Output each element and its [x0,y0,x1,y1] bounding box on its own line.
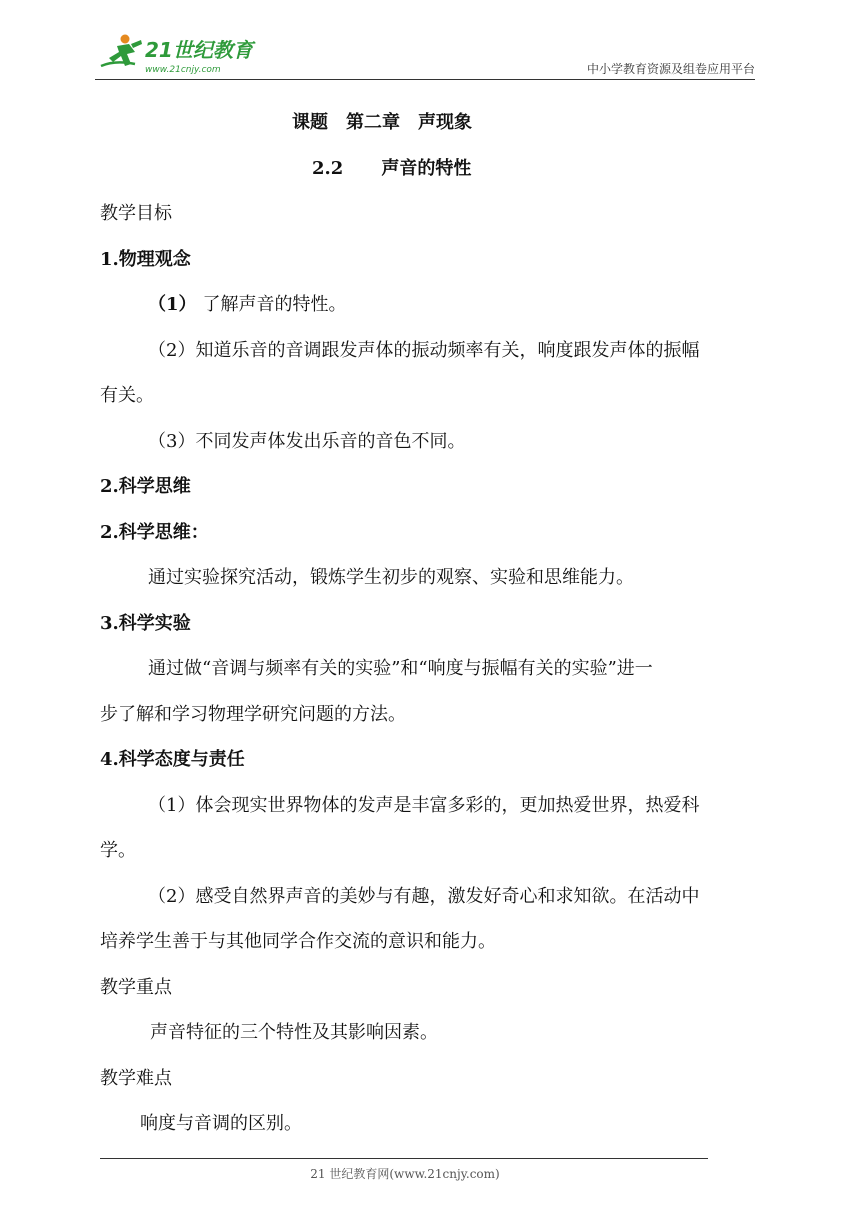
page-header [95,30,755,80]
physics-item-3: （3）不同发声体发出乐音的音色不同。 [148,430,466,452]
experiment-heading: 3.科学实验 [100,612,191,634]
physics-item-2-line-2: 有关。 [100,385,154,406]
key-heading: 教学重点 [100,976,172,998]
attitude-item-1-line-2: 学。 [100,840,136,861]
difficult-heading: 教学难点 [100,1067,172,1089]
footer-divider [100,1158,708,1159]
attitude-heading: 4.科学态度与责任 [100,749,245,770]
footer-text: 21 世纪教育网(www.21cnjy.com) [310,1167,500,1181]
site-logo [95,30,265,78]
attitude-item-1-line-1: （1）体会现实世界物体的发声是丰富多彩的，更加热爱世界，热爱科 [148,794,700,816]
attitude-item-2-line-2: 培养学生善于与其他同学合作交流的意识和能力。 [100,931,496,952]
lesson-title [100,100,770,146]
physics-item-2-line-1: （2）知道乐音的音调跟发声体的振动频率有关，响度跟发声体的振幅 [148,339,700,361]
difficult-text: 响度与音调的区别。 [140,1113,302,1134]
title-chapter: 第二章 [346,112,400,133]
section-number: 2.2 [312,157,344,179]
title-chapter-name: 声现象 [418,112,472,133]
physics-heading: 1.物理观念 [100,248,191,270]
experiment-line-2: 步了解和学习物理学研究问题的方法。 [100,703,406,725]
experiment-line-1: 通过做“音调与频率有关的实验”和“响度与振幅有关的实验”进一 [148,658,653,679]
goals-heading: 教学目标 [100,203,172,224]
runner-icon [101,35,142,67]
thinking-text: 通过实验探究活动，锻炼学生初步的观察、实验和思维能力。 [148,567,634,588]
physics-item-1 [100,282,770,328]
thinking-heading-2: 2.科学思维： [100,521,209,543]
section-title [100,146,770,192]
logo-text: 21世纪教育 [145,38,253,62]
document-body [100,100,770,1147]
title-prefix: 课题 [292,112,328,133]
item-1-text: 了解声音的特性。 [202,294,347,315]
logo-url: www.21cnjy.com [145,65,221,75]
attitude-item-2-line-1: （2）感受自然界声音的美妙与有趣，激发好奇心和求知欲。在活动中 [148,885,700,907]
section-name: 声音的特性 [381,157,472,179]
header-divider [95,79,755,80]
thinking-heading: 2.科学思维 [100,476,191,497]
platform-name: 中小学教育资源及组卷应用平台 [586,62,755,76]
key-text: 声音特征的三个特性及其影响因素。 [150,1022,438,1043]
item-1-number: （1） [148,294,197,315]
